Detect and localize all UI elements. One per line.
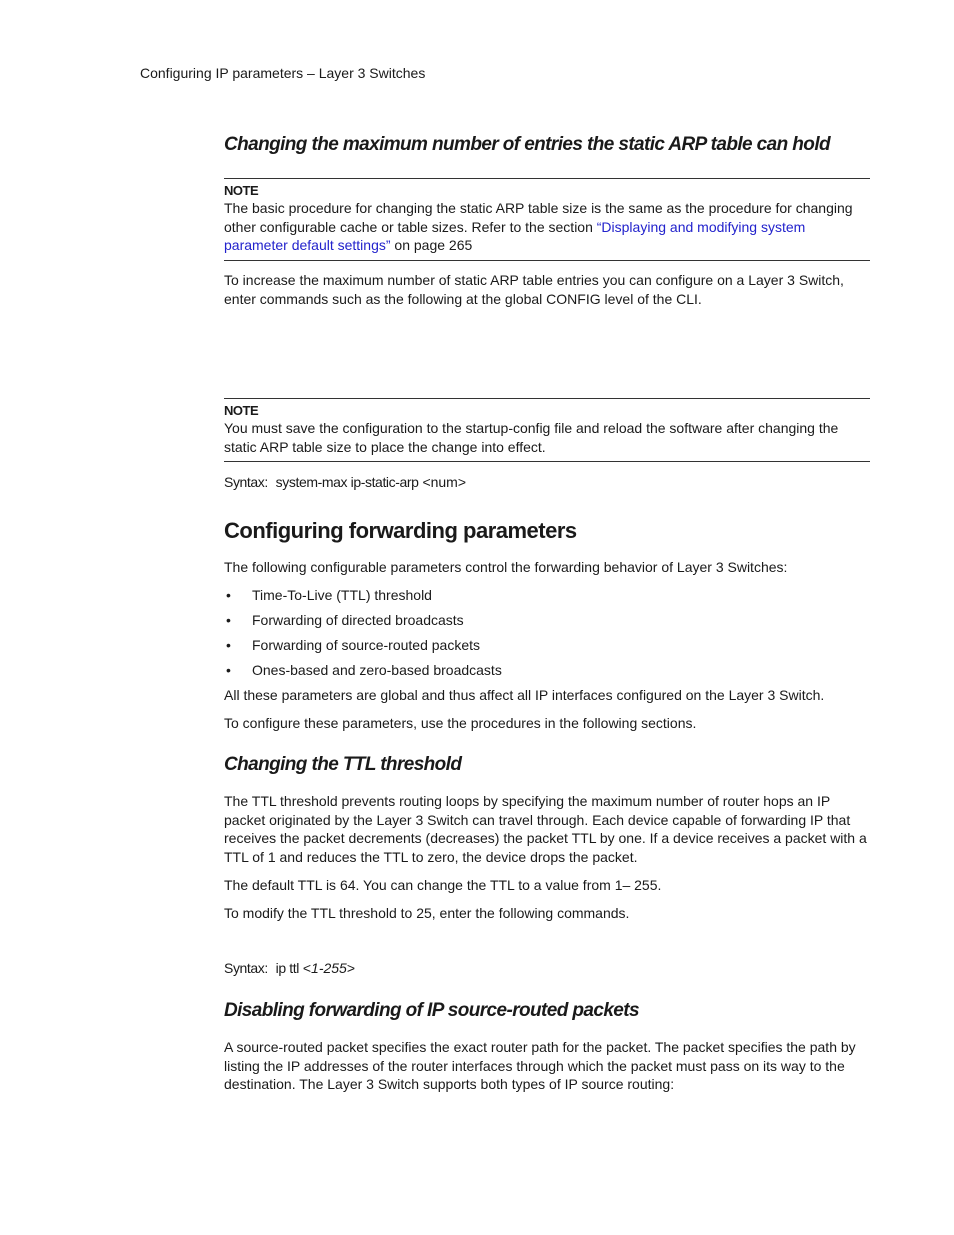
syntax-prefix: Syntax:	[224, 960, 268, 976]
bullet-icon: •	[226, 587, 231, 603]
list-item	[224, 661, 502, 686]
syntax-argument-open: <	[302, 960, 312, 976]
forwarding-scope-paragraph: All these parameters are global and thus affect all IP interfaces configured on the Layer 3 Switch.	[224, 687, 825, 703]
note-box-arp-procedure	[224, 178, 870, 261]
note-bottom-rule	[224, 461, 870, 462]
list-item-text: Forwarding of directed broadcasts	[252, 612, 464, 628]
note-text-after: on page 265	[390, 237, 473, 254]
bullet-icon: •	[226, 662, 231, 678]
note-bottom-rule	[224, 260, 870, 261]
syntax-line-static-arp	[224, 474, 466, 490]
section-title-ttl: Changing the TTL threshold	[224, 754, 462, 775]
section-heading-forwarding: Configuring forwarding parameters	[224, 518, 577, 543]
forwarding-parameter-list	[224, 586, 502, 686]
forwarding-procedures-paragraph: To configure these parameters, use the procedures in the following sections.	[224, 715, 697, 731]
syntax-prefix: Syntax:	[224, 474, 268, 490]
syntax-line-ip-ttl	[224, 960, 355, 976]
list-item-text: Time-To-Live (TTL) threshold	[252, 587, 432, 603]
list-item-text: Ones-based and zero-based broadcasts	[252, 662, 502, 678]
section-title-static-arp: Changing the maximum number of entries the static ARP table can hold	[224, 134, 830, 155]
list-item-text: Forwarding of source-routed packets	[252, 637, 480, 653]
syntax-argument: 1-255	[311, 960, 347, 976]
note-top-rule	[224, 398, 870, 399]
cross-reference-link[interactable]: “Displaying and modifying system parameter default settings”	[224, 218, 806, 254]
arp-instruction-paragraph: To increase the maximum number of static ARP table entries you can configure on a Layer 3 Switch, enter commands such as the following at the global CONFIG level of the CLI.	[224, 272, 844, 307]
bullet-icon: •	[226, 637, 231, 653]
note-label: NOTE	[224, 403, 259, 418]
note-label: NOTE	[224, 183, 259, 198]
note-top-rule	[224, 178, 870, 179]
forwarding-intro-paragraph: The following configurable parameters control the forwarding behavior of Layer 3 Switches:	[224, 559, 788, 575]
syntax-command: ip ttl	[275, 960, 299, 976]
bullet-icon: •	[226, 612, 231, 628]
note-box-save-config	[224, 398, 870, 462]
note-text	[224, 199, 870, 255]
note-text-before: The basic procedure for changing the static ARP table size is the same as the procedure for changing other configurable cache or table sizes. Refer to the section	[224, 200, 853, 235]
ttl-description-paragraph: The TTL threshold prevents routing loops by specifying the maximum number of router hops an IP packet originated by the Layer 3 Switch can travel through. Each device capable of forwarding IP that receives the packet decrements (decreases) the packet TTL by one. If a device receives a packet with a TTL of 1 and reduces the TTL to zero, the device drops the packet.	[224, 793, 867, 866]
syntax-argument: <num>	[422, 474, 467, 490]
list-item	[224, 586, 502, 611]
ttl-default-paragraph: The default TTL is 64. You can change the TTL to a value from 1– 255.	[224, 877, 662, 893]
syntax-argument-close: >	[346, 960, 356, 976]
section-title-source-routed: Disabling forwarding of IP source-routed packets	[224, 1000, 639, 1021]
source-routed-paragraph: A source-routed packet specifies the exact router path for the packet. The packet specifies the path by listing the IP addresses of the router interfaces through which the packet must pass on its way to the destination. The Layer 3 Switch supports both types of IP source routing:	[224, 1039, 856, 1093]
running-header: Configuring IP parameters – Layer 3 Switches	[140, 65, 426, 81]
list-item	[224, 636, 502, 661]
syntax-command: system-max ip-static-arp	[275, 474, 419, 490]
note-text: You must save the configuration to the startup-config file and reload the software after changing the static ARP table size to place the change into effect.	[224, 420, 839, 455]
ttl-instruction-paragraph: To modify the TTL threshold to 25, enter the following commands.	[224, 905, 630, 921]
list-item	[224, 611, 502, 636]
